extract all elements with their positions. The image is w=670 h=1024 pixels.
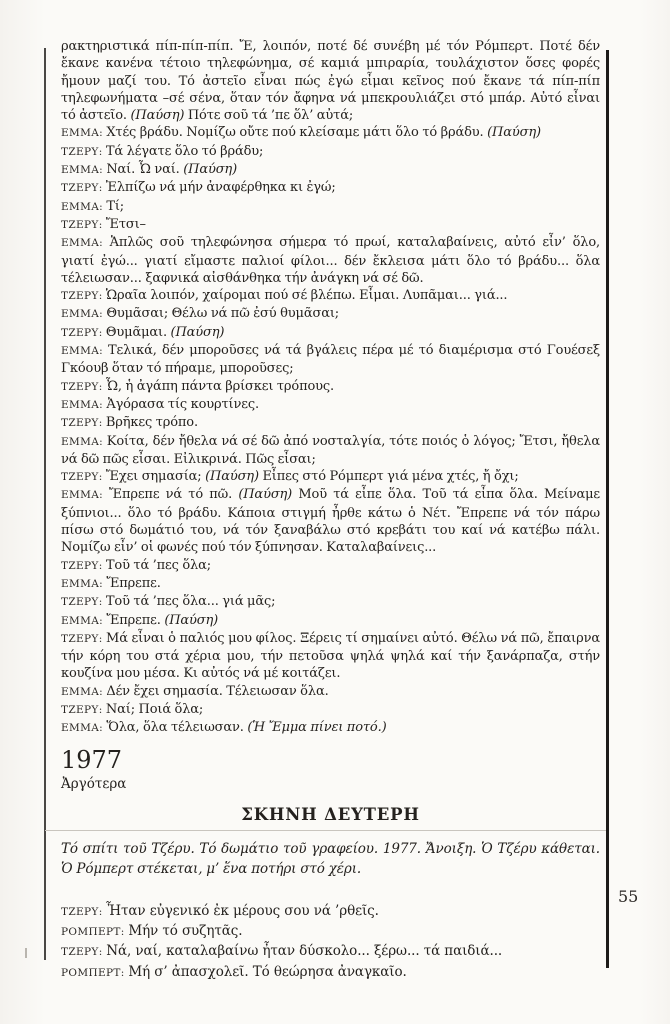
dialogue-line [61, 124, 600, 142]
dialogue-text: Κοίτα, δέν ἤθελα νά σέ δῶ ἀπό νοσταλγία, τότε ποιός ὁ λόγος; Ἔτσι, ἤθελα νά δῶ πῶς εἶσαι. Εἰλικρινά. Πῶς εἶσαι; [61, 433, 600, 467]
scan-speck [25, 948, 27, 958]
section-subtitle: Ἀργότερα [61, 776, 127, 792]
dialogue-text: Εἶπες στό Ρόμπερτ γιά μένα χτές, ἤ ὄχι; [258, 469, 519, 485]
stage-note: (Παύση) [205, 469, 259, 485]
stage-note: (Παύση) [130, 108, 185, 124]
dialogue-line [61, 414, 600, 432]
dialogue-text: Μήν τό συζητᾶς. [128, 923, 243, 940]
left-margin-rule [44, 48, 46, 960]
speaker-label: ΤΖΕΡΥ: [61, 326, 106, 339]
speaker-label: ΤΖΕΡΥ: [61, 632, 107, 645]
scene-heading: ΣΚΗΝΗ ΔΕΥΤΕΡΗ [241, 805, 420, 824]
stage-note: (Παύση) [183, 162, 237, 178]
dialogue-text: Δέν ἔχει σημασία. Τέλειωσαν ὅλα. [106, 683, 329, 699]
speaker-label: ΤΖΕΡΥ: [61, 703, 106, 716]
dialogue-line [61, 575, 600, 593]
dialogue-text: Ἔπρεπε. [106, 575, 161, 591]
speaker-label: ΕΜΜΑ: [61, 200, 107, 213]
stage-note: (Παύση) [487, 125, 541, 141]
dialogue-text: Βρῆκες τρόπο. [105, 415, 198, 431]
dialogue-line [61, 216, 600, 234]
speaker-label: ΤΖΕΡΥ: [61, 596, 106, 609]
dialogue-line [61, 612, 600, 630]
speaker-label: ΤΖΕΡΥ: [61, 946, 107, 959]
speaker-label: ΕΜΜΑ: [61, 237, 110, 250]
dialogue-line [61, 324, 600, 342]
dialogue-text: Τοῦ τά ’πες ὅλα... γιά μᾶς; [105, 594, 276, 610]
dialogue-block-scene-two [61, 902, 600, 983]
stage-note: (Παύση) [164, 612, 219, 628]
section-year: 1977 [61, 746, 123, 774]
dialogue-line [61, 342, 600, 378]
speaker-label: ΤΖΕΡΥ: [61, 417, 106, 430]
dialogue-block-scene-one [61, 38, 600, 738]
dialogue-text: Μή σ’ ἀπασχολεῖ. Τό θεώρησα ἀναγκαῖο. [128, 963, 407, 980]
dialogue-line [61, 683, 600, 701]
dialogue-text: Τελικά, δέν μποροῦσες νά τά βγάλεις πέρα μέ τό διαμέρισμα στό Γουέσεξ Γκόουβ ὅταν τό πήραμε, μποροῦσες; [61, 343, 601, 377]
speaker-label: ΡΟΜΠΕΡΤ: [61, 966, 129, 979]
speaker-label: ΕΜΜΑ: [61, 308, 107, 321]
speaker-label: ΕΜΜΑ: [61, 722, 107, 735]
dialogue-line [61, 179, 600, 197]
speaker-label: ΡΟΜΠΕΡΤ: [61, 926, 129, 939]
dialogue-line [61, 719, 600, 737]
dialogue-text: Θυμᾶμαι. [105, 324, 171, 340]
speaker-label: ΕΜΜΑ: [61, 164, 107, 177]
dialogue-line [61, 468, 600, 486]
dialogue-line [61, 557, 600, 575]
dialogue-text: Ἔχει σημασία; [105, 469, 206, 485]
dialogue-text: Ναί; Ποιά ὅλα; [105, 701, 204, 717]
dialogue-text: Ἦταν εὐγενικό ἐκ μέρους σου νά ’ρθεῖς. [106, 903, 379, 919]
dialogue-text: Ἁπλῶς σοῦ τηλεφώνησα σήμερα τό πρωί, καταλαβαίνεις, αὐτό εἶν’ ὅλο, γιατί ἐγώ... γιατί εἴμαστε παλιοί φίλοι... δέν ἔκλεισα μάτι ὅλο τό βράδυ... ὅλα τέλειωσαν... ξαφνικά αἰσθάνθηκα τήν ἀνάγκη νά σέ δῶ. [61, 235, 600, 286]
dialogue-line [61, 161, 600, 179]
speaker-label: ΕΜΜΑ: [61, 345, 108, 358]
dialogue-text: Ἀγόρασα τίς κουρτίνες. [106, 396, 259, 412]
stage-note: (Παύση) [170, 324, 225, 340]
dialogue-text: Ὅλα, ὅλα τέλειωσαν. [106, 720, 248, 736]
dialogue-line [61, 963, 600, 983]
stage-direction: Τό σπίτι τοῦ Τζέρυ. Τό δωμάτιο τοῦ γραφείου. 1977. Ἄνοιξη. Ὁ Τζέρυ κάθεται. Ὁ Ρόμπερτ στέκεται, μ’ ἕνα ποτήρι στό χέρι. [61, 841, 600, 877]
divider-rule [45, 830, 606, 831]
speaker-label: ΕΜΜΑ: [61, 489, 109, 502]
dialogue-text: Τί; [106, 198, 125, 214]
dialogue-line [61, 593, 600, 611]
dialogue-line [61, 701, 600, 719]
dialogue-line [61, 198, 600, 216]
speaker-label: ΕΜΜΑ: [61, 685, 107, 698]
dialogue-line [61, 922, 600, 942]
speaker-label: ΕΜΜΑ: [61, 398, 107, 411]
dialogue-text: Τοῦ τά ’πες ὅλα; [105, 557, 211, 573]
dialogue-line [61, 143, 600, 161]
dialogue-line [61, 630, 600, 683]
dialogue-line [61, 234, 600, 287]
dialogue-text: Θυμᾶσαι; Θέλω νά πῶ ἐσύ θυμᾶσαι; [106, 306, 340, 322]
speaker-label: ΤΖΕΡΥ: [61, 218, 106, 231]
dialogue-line [61, 378, 600, 396]
speaker-label: ΤΖΕΡΥ: [61, 145, 106, 158]
speaker-label: ΤΖΕΡΥ: [61, 290, 106, 303]
dialogue-text: Μά εἶναι ὁ παλιός μου φίλος. Ξέρεις τί σημαίνει αὐτό. Θέλω νά πῶ, ἔπαιρνα τήν κόρη του στά χέρια μου, τήν πετοῦσα ψηλά ψηλά καί τήν ξανάρπαζα, στήν κουζίνα μου μέσα. Κι αὐτός νά μέ κοιτάζει. [61, 630, 600, 682]
dialogue-line [61, 396, 600, 414]
dialogue-text: Μοῦ τά εἶπε ὅλα. Τοῦ τά εἶπα ὅλα. Μείναμε ξύπνιοι... ὅλο τό βράδυ. Κάποια στιγμή ἦρθε κάτω ὁ Νέτ. Ἔπρεπε νά τόν πάρω πίσω στό δωμάτιό του, νά τόν ξαναβάλω στό κρεβάτι του καί νά κατέβω πάλι. Νομίζω εἶν’ οἱ φωνές πού τόν ξύπνησαν. Καταλαβαίνεις... [61, 487, 600, 556]
dialogue-text: Νά, ναί, καταλαβαίνω ἦταν δύσκολο... ξέρω... τά παιδιά... [106, 943, 503, 960]
speaker-label: ΕΜΜΑ: [61, 577, 107, 590]
speaker-label: ΕΜΜΑ: [61, 127, 107, 140]
stage-note: (Ἡ Ἔμμα πίνει ποτό.) [247, 720, 387, 736]
dialogue-text: Ἔπρεπε νά τό πῶ. [109, 487, 239, 503]
dialogue-line [61, 902, 600, 922]
dialogue-text: Ναί. Ὦ ναί. [106, 162, 184, 178]
speaker-label: ΤΖΕΡΥ: [61, 559, 106, 572]
stage-note: (Παύση) [238, 487, 293, 503]
speaker-label: ΤΖΕΡΥ: [61, 380, 106, 393]
dialogue-text: Χτές βράδυ. Νομίζω οὔτε πού κλείσαμε μάτι ὅλο τό βράδυ. [106, 125, 488, 141]
dialogue-text: Τά λέγατε ὅλο τό βράδυ; [105, 143, 264, 159]
speaker-label: ΕΜΜΑ: [61, 614, 107, 627]
dialogue-text: Ἔτσι– [105, 216, 146, 232]
dialogue-text: ρακτηριστικά πίπ-πίπ-πίπ. Ἔ, λοιπόν, ποτέ δέ συνέβη μέ τόν Ρόμπερτ. Ποτέ δέν ἔκανε κανένα τέτοιο τηλεφώνημα, σέ καμιά μπιραρία, τουλάχιστον ὅσες φορές ἤμουν μαζί του. Τό ἀστεῖο εἶναι πώς ἐγώ εἶμαι κεῖνος πού ἔκανε τά πίπ-πίπ τηλεφωνήματα –σέ σένα, ὅταν τόν ἄφηνα νά μπεκρουλιάζει στό μπάρ. Αὐτό εἶναι τό ἀστεῖο. [61, 39, 600, 124]
dialogue-line [61, 305, 600, 323]
dialogue-line [61, 38, 600, 124]
scene-two-section [61, 747, 600, 824]
dialogue-line [61, 287, 600, 305]
dialogue-text: Ὦ, ἡ ἀγάπη πάντα βρίσκει τρόπους. [105, 378, 335, 394]
dialogue-line [61, 486, 600, 556]
dialogue-text: Ὡραῖα λοιπόν, χαίρομαι πού σέ βλέπω. Εἶμαι. Λυπᾶμαι... γιά... [105, 288, 508, 304]
speaker-label: ΕΜΜΑ: [61, 435, 107, 448]
dialogue-text: Ἐλπίζω νά μήν ἀναφέρθηκα κι ἐγώ; [105, 180, 336, 196]
dialogue-text: Ἔπρεπε. [106, 612, 165, 628]
speaker-label: ΤΖΕΡΥ: [61, 471, 106, 484]
right-edge-rule [606, 50, 609, 968]
speaker-label: ΤΖΕΡΥ: [61, 182, 106, 195]
speaker-label: ΤΖΕΡΥ: [61, 906, 107, 918]
page-number: 55 [618, 887, 639, 906]
dialogue-line [61, 942, 600, 962]
dialogue-line [61, 433, 600, 469]
dialogue-text: Πότε σοῦ τά ’πε ὅλ’ αὐτά; [184, 108, 354, 124]
